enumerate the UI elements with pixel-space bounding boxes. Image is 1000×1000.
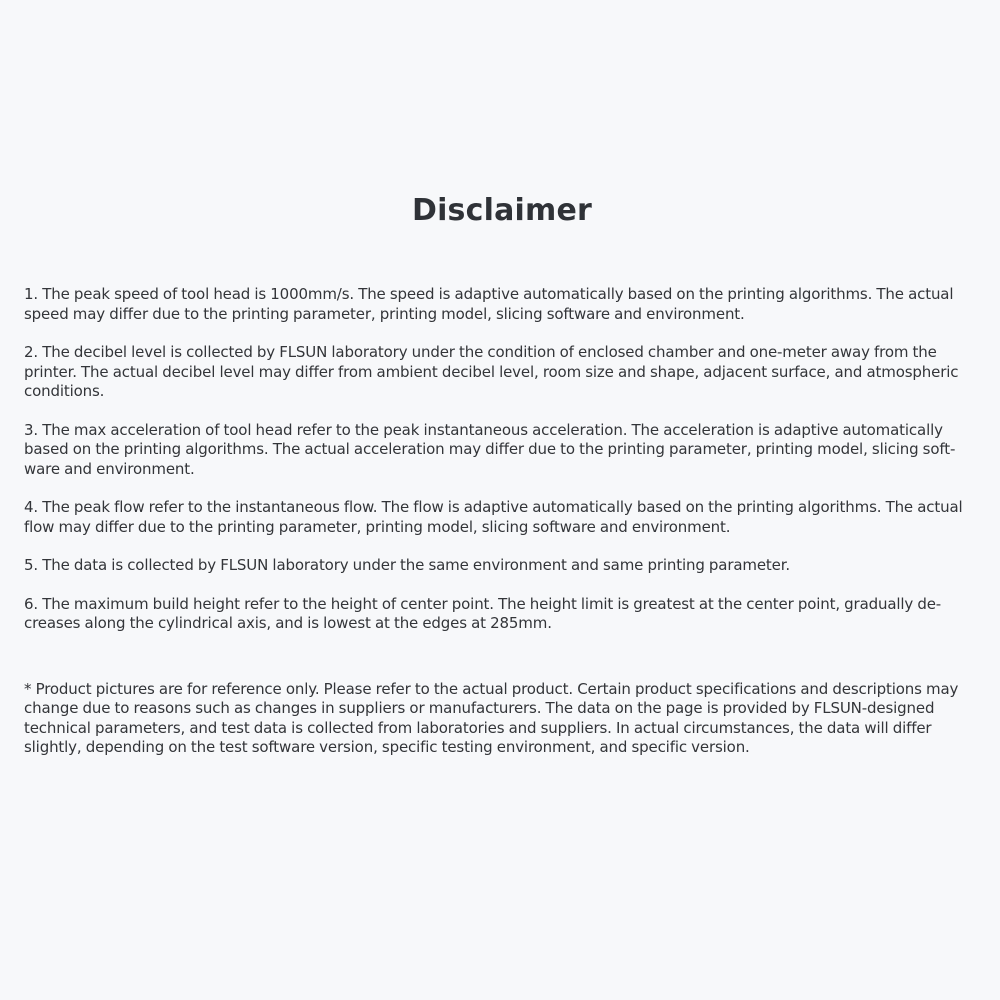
disclaimer-notes — [24, 285, 980, 634]
note-peak-speed: 1. The peak speed of tool head is 1000mm/s. The speed is adaptive automatically based on the printing algorithms. The actual speed may differ due to the printing parameter, printing model, slicing software and environment. — [24, 285, 954, 323]
product-picture-footnote: * Product pictures are for reference only. Please refer to the actual product. Certain product specifications and descriptions may change due to reasons such as changes in suppliers or manufacturers. The data on the page is provided by FLSUN-designed technical parameters, and test data is collected from laboratories and suppliers. In actual circumstances, the data will differ slightly, depending on the test software version, specific testing environment, and specific version. — [24, 679, 959, 756]
note-build-height: 6. The maximum build height refer to the height of center point. The height limit is greatest at the center point, gradually de-creases along the cylindrical axis, and is lowest at the edges at 285mm. — [24, 594, 942, 632]
note-data-collection: 5. The data is collected by FLSUN laboratory under the same environment and same printing parameter. — [24, 556, 791, 574]
note-max-acceleration: 3. The max acceleration of tool head refer to the peak instantaneous acceleration. The acceleration is adaptive automatically based on the printing algorithms. The actual acceleration may differ due to the printing parameter, printing model, slicing soft-ware and environment. — [24, 420, 956, 478]
note-decibel-level: 2. The decibel level is collected by FLSUN laboratory under the condition of enclosed chamber and one-meter away from the printer. The actual decibel level may differ from ambient decibel level, room size and shape, adjacent surface, and atmospheric conditions. — [24, 343, 959, 400]
page-title: Disclaimer — [411, 193, 593, 228]
note-peak-flow: 4. The peak flow refer to the instantaneous flow. The flow is adaptive automatically based on the printing algorithms. The actual flow may differ due to the printing parameter, printing model, slicing software and environment. — [24, 498, 963, 536]
